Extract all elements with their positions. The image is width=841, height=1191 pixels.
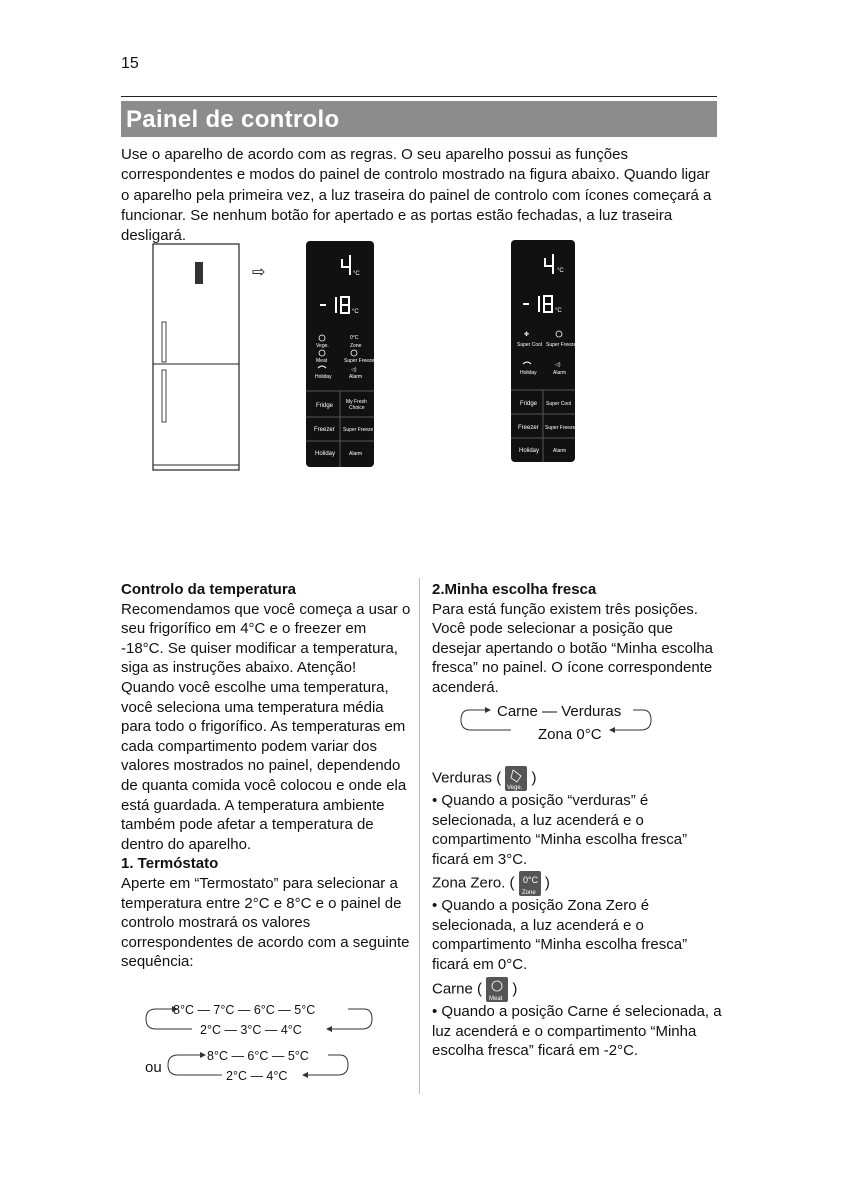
svg-text:0°C: 0°C [522, 875, 538, 885]
panel2-btn-freezer: Freezer [518, 425, 539, 431]
intro-paragraph: Use o aparelho de acordo com as regras. O seu aparelho possui as funções correspondentes e modos do painel de controlo mostrado na figura abaixo. Quando ligar o aparelho pela primeira vez, a luz traseira do painel de controlo com ícones começará a funcionar. Se nenhum botão for apertado e as portas estão fechadas, a luz traseira desligará. [121, 146, 712, 245]
zero-close: ) [544, 874, 550, 892]
veg-text: • Quando a posição “verduras” é selecionada, a luz acenderá e o compartimento “Minha escolha fresca” ficará em 3°C. [432, 792, 688, 868]
svg-text:Meat: Meat [489, 996, 503, 1002]
temperature-control-text: Recomendamos que você começa a usar o seu frigorífico em 4°C e o freezer em -18°C. Se quiser modificar a temperatura, siga as instruções abaixo. Atenção! Quando você escolhe uma temperatura, você seleciona uma temperatura média para todo o frigorífico. As temperaturas em cada compartimento podem variar dos valores mostrados no painel, dependendo de quanta comida você colocou e onde ela está guardada. A temperatura ambiente também pode afetar a temperatura de dentro do aparelho. [121, 600, 411, 853]
zone-icon [519, 871, 541, 896]
or-label: ou [145, 1059, 162, 1076]
zero-label: Zona Zero. ( [432, 874, 515, 892]
fresh-choice-heading: 2.Minha escolha fresca [432, 581, 597, 598]
meat-text: • Quando a posição Carne é selecionada, a luz acenderá e o compartimento “Minha escolha fresca” ficará em -2°C. [432, 1003, 722, 1060]
veg-close: ) [531, 769, 537, 787]
panel1-icon-superfreeze: Super Freeze [344, 358, 374, 364]
meat-icon [486, 977, 508, 1002]
panel2-btn-supercool: Super Cool [546, 401, 572, 407]
panel1-btn-holiday: Holiday [315, 451, 336, 457]
vege-icon [505, 766, 527, 791]
thermostat-heading: 1. Termóstato [121, 855, 219, 873]
meat-label: Carne ( [432, 980, 483, 998]
temperature-control-heading: Controlo da temperatura [121, 581, 297, 598]
fridge-illustration-icon [150, 240, 250, 472]
panel2-btn-holiday: Holiday [519, 448, 540, 454]
svg-text:Choice: Choice [349, 405, 365, 411]
svg-text:Vege.: Vege. [507, 785, 523, 791]
panel1-icon-zone: Zone [350, 343, 362, 349]
panel1-fridge-unit: °C [353, 271, 360, 277]
panel1-btn-alarm: Alarm [349, 451, 363, 457]
svg-text:°C: °C [555, 308, 562, 314]
sequence-2-bottom: 2°C — 4°C [226, 1069, 288, 1083]
control-panel-2 [511, 240, 575, 462]
svg-text:◁): ◁) [555, 362, 561, 368]
fresh-choice-text: Para está função existem três posições. Você pode selecionar a posição que desejar apertando o botão “Minha escolha fresca” no painel. O ícone correspondente acenderá. [432, 600, 714, 696]
right-column [432, 580, 722, 698]
cycle-top: Carne — Verduras [497, 703, 622, 720]
svg-text:°C: °C [557, 268, 564, 274]
top-rule [121, 96, 717, 97]
panel2-icon-holiday: Holiday [520, 370, 537, 376]
left-column [121, 580, 411, 972]
svg-text:°C: °C [352, 309, 359, 315]
svg-text:✤: ✤ [524, 332, 530, 338]
panel2-icon-supercool: Super Cool [517, 342, 543, 348]
panel2-btn-superfreeze: Super Freeze [545, 425, 575, 431]
svg-text:◁): ◁) [351, 367, 357, 373]
panel1-btn-myfresh: My Fresh [346, 399, 367, 405]
zero-section [432, 871, 722, 974]
page-number: 15 [121, 55, 139, 72]
sequence-2-top: 8°C — 6°C — 5°C [207, 1049, 309, 1063]
meat-close: ) [512, 980, 518, 998]
thermostat-text: Aperte em “Termostato” para selecionar a temperatura entre 2°C e 8°C e o painel de controlo mostrará os valores correspondentes de acordo com a seguinte sequência: [121, 874, 410, 971]
sequence-1-bottom: 2°C — 3°C — 4°C [200, 1023, 302, 1037]
arrow-right-icon: ⇨ [252, 264, 266, 281]
sequence-1-top: 8°C — 7°C — 6°C — 5°C [173, 1003, 316, 1017]
veg-section [432, 766, 722, 869]
veg-label: Verduras ( [432, 769, 502, 787]
panel2-icon-superfreeze: Super Freeze [546, 342, 575, 348]
panel1-icon-alarm: Alarm [349, 374, 363, 380]
column-divider [419, 578, 420, 1094]
panel2-btn-alarm: Alarm [553, 448, 567, 454]
page-title: Painel de controlo [126, 106, 340, 133]
panel1-btn-freezer: Freezer [314, 427, 335, 433]
panel1-icon-meat: Meat [316, 358, 328, 364]
control-panel-1 [306, 241, 374, 467]
panel2-btn-fridge: Fridge [520, 401, 538, 407]
meat-section [432, 977, 722, 1061]
svg-text:Zone: Zone [521, 890, 536, 896]
panel1-icon-vege: Vege. [316, 343, 329, 349]
panel1-btn-superfreeze: Super Freeze [343, 427, 374, 433]
panel2-icon-alarm: Alarm [553, 370, 567, 376]
zero-text: • Quando a posição Zona Zero é selecionada, a luz acenderá e o compartimento “Minha escolha fresca” ficará em 0°C. [432, 897, 688, 973]
panel1-icon-holiday: Holiday [315, 374, 332, 380]
svg-text:0°C: 0°C [350, 335, 359, 341]
cycle-bottom: Zona 0°C [538, 726, 602, 743]
panel1-btn-fridge: Fridge [316, 403, 334, 409]
